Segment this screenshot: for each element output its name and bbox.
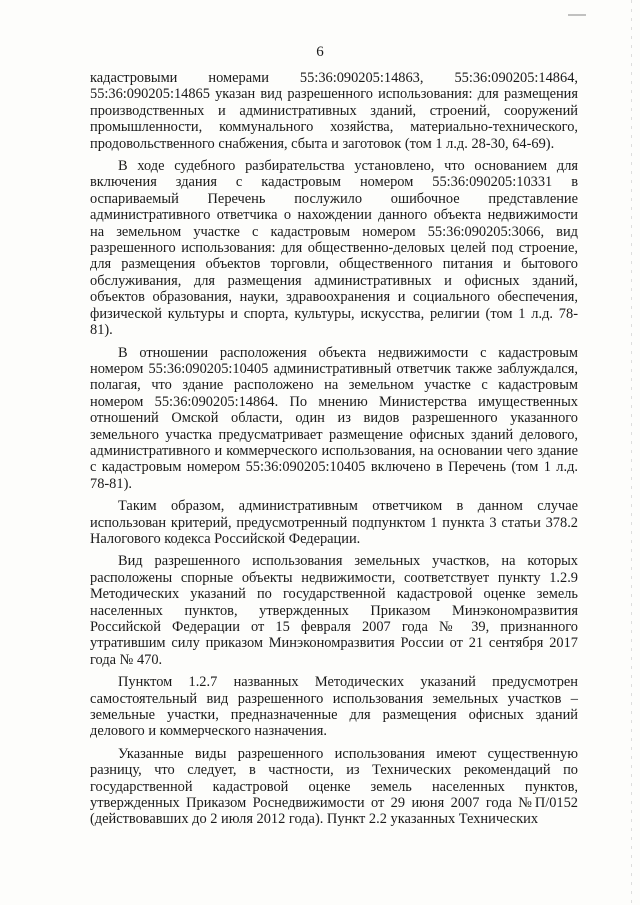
scan-edge xyxy=(631,0,632,905)
document-body xyxy=(90,70,578,834)
paragraph-7: Указанные виды разрешенного использования имеют существенную разницу, что следует, в частности, из Технических рекомендаций по государственной кадастровой оценке земель населенных пунктов, утвержденных Приказом Роснедвижимости от 29 июня 2007 года №П/0152 (действовавших до 2 июля 2012 года). Пункт 2.2 указанных Технических xyxy=(90,745,578,828)
paragraph-3: В отношении расположения объекта недвижимости с кадастровым номером 55:36:090205:10405 административный ответчик также заблуждался, полагая, что здание расположено на земельном участке с кадастровым номером 55:36:090205:14864. По мнению Министерства имущественных отношений Омской области, один из видов разрешенного указанного земельного участка предусматривает размещение офисных зданий делового, административного и коммерческого использования, на основании чего здание с кадастровым номером 55:36:090205:10405 включено в Перечень (том 1 л.д. 78-81). xyxy=(90,344,578,492)
paragraph-4: Таким образом, административным ответчиком в данном случае использован критерий, предусмотренный подпунктом 1 пункта 3 статьи 378.2 Налогового кодекса Российской Федерации. xyxy=(90,498,578,547)
paragraph-5: Вид разрешенного использования земельных участков, на которых расположены спорные объекты недвижимости, соответствует пункту 1.2.9 Методических указаний по государственной кадастровой оценке земель населенных пунктов, утвержденных Приказом Минэкономразвития Российской Федерации от 15 февраля 2007 года № 39, признанного утратившим силу приказом Минэкономразвития России от 21 сентября 2017 года № 470. xyxy=(90,553,578,668)
scan-mark xyxy=(568,14,586,16)
paragraph-6: Пунктом 1.2.7 названных Методических указаний предусмотрен самостоятельный вид разрешенного использования земельных участков – земельные участки, предназначенные для размещения офисных зданий делового и коммерческого назначения. xyxy=(90,674,578,740)
paragraph-2: В ходе судебного разбирательства установлено, что основанием для включения здания с кадастровым номером 55:36:090205:10331 в оспариваемый Перечень послужило ошибочное представление административного ответчика о нахождении данного объекта недвижимости на земельном участке с кадастровым номером 55:36:090205:3066, вид разрешенного использования: для общественно-деловых целей под строение, для размещения объектов торговли, общественного питания и бытового обслуживания, для размещения административных и офисных зданий, объектов образования, науки, здравоохранения и социального обеспечения, физической культуры и спорта, культуры, искусства, религии (том 1 л.д. 78-81). xyxy=(90,158,578,339)
paragraph-1: кадастровыми номерами 55:36:090205:14863, 55:36:090205:14864, 55:36:090205:14865 указан вид разрешенного использования: для размещения производственных и административных зданий, строений, сооружений промышленности, коммунального хозяйства, материально-технического, продовольственного снабжения, сбыта и заготовок (том 1 л.д. 28-30, 64-69). xyxy=(90,70,578,152)
page-number: 6 xyxy=(316,44,324,60)
